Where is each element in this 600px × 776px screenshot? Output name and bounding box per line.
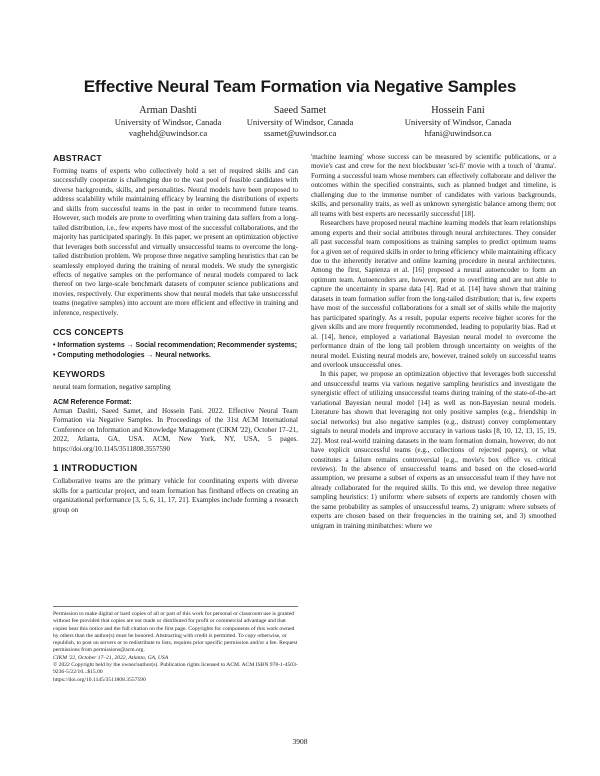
author-name: Hossein Fani	[431, 105, 485, 116]
author-3	[358, 104, 558, 139]
keywords-text: neural team formation, negative sampling	[53, 383, 171, 392]
paragraph: In this paper, we propose an optimization objective that leverages both successful and unsuccessful teams via various negative sampling heuristics and investigate the synergistic effect of utilizing unsuccessful teams during training of the state-of-the-art variational Bayesian neural model [14] as well as non-Bayesian neural models. Literature has shown that leveraging not only positive samples (e.g., friendship in social networks) but also negative samples (e.g., distrust) convey complementary signals to neural models and improve accuracy in various tasks [8, 10, 12, 13, 15, 19, 22]. Most real-world training datasets in the team formation domain, however, do not have explicit unsuccessful teams (e.g., collections of rejected papers), or what constitutes a failure remains controversial (e.g., movie's box office vs. critical reviews). In the absence of unsuccessful teams and based on the closed-world assumption, we presume a subset of experts as an unsuccessful team if they have not already collaborated for the required skills. To this end, we develop three negative sampling heuristics: 1) uniform: where subsets of experts are randomly chosen with the same probability as samples of unsuccessful teams, 2) unigram: where subsets of experts are chosen based on their frequencies in the training set, and 3) smoothed unigram in training minibatches: where we	[311, 370, 556, 530]
abstract-text: Forming teams of experts who collectively hold a set of required skills and can successfully cooperate is challenging due to the vast pool of feasible candidates with diverse backgrounds, skills, and personalities. Neural models have been proposed to address scalability while maintaining efficacy by learning the distributions of experts and skills from successful teams in the past in order to recommend future teams. However, such models are prone to overfitting when training data suffers from a long-tailed distribution, i.e., few experts have most of the successful collaborations, and the majority has participated sparingly. In this paper, we present an optimization objective that leverages both successful and virtually unsuccessful teams to overcome the long-tailed distribution problem. We propose three negative sampling heuristics that can be seamlessly employed during the training of neural models. We study the synergistic effects of negative samples on the performance of neural models compared to lack thereof on two large-scale benchmark datasets of computer science publications and movies, respectively. Our experiments show that neural models that take unsuccessful teams (negative samples) into account are more efficient and effective in training and inference, respectively.	[53, 167, 298, 317]
copyright-footer	[53, 606, 298, 684]
page-number: 3908	[292, 737, 308, 746]
permission-text: Permission to make digital or hard copies of all or part of this work for personal or classroom use is granted without fee provided that copies are not made or distributed for profit or commercial advantage and that copies bear this notice and the full citation on the first page. Copyrights for components of this work owned by others than the author(s) must be honored. Abstracting with credit is permitted. To copy otherwise, or republish, to post on servers or to redistribute to lists, requires prior specific permission and/or a fee. Request permissions from permissions@acm.org.	[53, 611, 298, 654]
copyright-line: © 2022 Copyright held by the owner/author(s). Publication rights licensed to ACM. ACM ISBN 978-1-4503-9236-5/22/10...$15.00	[53, 662, 298, 676]
author-affiliation: University of Windsor, Canada	[246, 117, 354, 127]
author-affiliation: University of Windsor, Canada	[404, 117, 512, 127]
author-email: hfani@uwindsor.ca	[424, 127, 492, 138]
author-email: vaghehd@uwindsor.ca	[128, 127, 208, 138]
acm-ref-heading: ACM Reference Format:	[53, 398, 132, 406]
author-email: ssamet@uwindsor.ca	[263, 127, 337, 138]
doi-link[interactable]: https://doi.org/10.1145/3511808.3557590	[53, 676, 146, 683]
left-column	[53, 153, 298, 515]
paragraph: Researchers have proposed neural machine learning models that learn relationships among experts and their social attributes through neural architectures. They consider all past successful team compositions as training samples to predict optimum teams for a given set of required skills in order to bring efficiency while maintaining efficacy due to the inherently iterative and online learning procedure in neural architectures. Among the first, Sapienza et al. [16] proposed a neural autoencoder to form an optimum team. Autoencoders are, however, prone to overfitting and are not able to capture the uncertainty in sparse data [4]. Rad et al. [14] have shown that training datasets in team formation suffer from the long-tailed distribution; that is, few experts have most of the successful collaborations for a small set of skills while the majority has participated sparingly. As a result, popular experts receive higher scores for the given skills and are more frequently recommended, leading to popularity bias. Rad et al. [14], hence, employed a variational Bayesian neural model to overcome the performance drain of the long tail problem through uncertainty on weights of the neural model. Existing neural models are, however, trained solely on successful teams and overlook unsuccessful ones.	[311, 219, 556, 369]
paragraph: 'machine learning' whose success can be measured by scientific publications, or a movie's cast and crew for the next blockbuster 'sci-fi' movie with a touch of 'drama'. Forming a successful team whose members can effectively collaborate and deliver the outcomes within the specified constraints, such as planned budget and timeline, is challenging due to the immense number of candidates with various backgrounds, skills, and personality traits, as well as unknown synergistic balance among them; not all teams with best experts are necessarily successful [18].	[311, 153, 556, 218]
ccs-concepts: • Information systems → Social recommendation; Recommender systems; • Computing methodologies → Neural networks.	[53, 342, 298, 359]
acm-ref-text: Arman Dashti, Saeed Samet, and Hossein Fani. 2022. Effective Neural Team Formation via Negative Samples. In Proceedings of the 31st ACM International Conference on Information and Knowledge Management (CIKM '22), October 17–21, 2022, Atlanta, GA, USA. ACM, New York, NY, USA, 5 pages. https://doi.org/10.1145/3511808.3557590	[53, 406, 298, 453]
intro-heading: 1 INTRODUCTION	[53, 463, 138, 475]
author-affiliation: University of Windsor, Canada	[114, 117, 222, 127]
conference-line: CIKM '22, October 17–21, 2022, Atlanta, GA, USA	[53, 654, 169, 661]
paper-title: Effective Neural Team Formation via Negative Samples	[83, 77, 517, 96]
keywords-heading: KEYWORDS	[53, 369, 106, 380]
intro-text: Collaborative teams are the primary vehicle for coordinating experts with diverse skills for a particular project, and team formation has firsthand effects on creating an organizational performance [3, 5, 6, 11, 17, 21]. Examples include forming a research group on	[53, 477, 298, 514]
right-column	[311, 153, 556, 531]
author-name: Arman Dashti	[139, 105, 197, 116]
ccs-heading: CCS CONCEPTS	[53, 327, 124, 338]
abstract-heading: ABSTRACT	[53, 153, 102, 163]
author-name: Saeed Samet	[273, 105, 327, 116]
